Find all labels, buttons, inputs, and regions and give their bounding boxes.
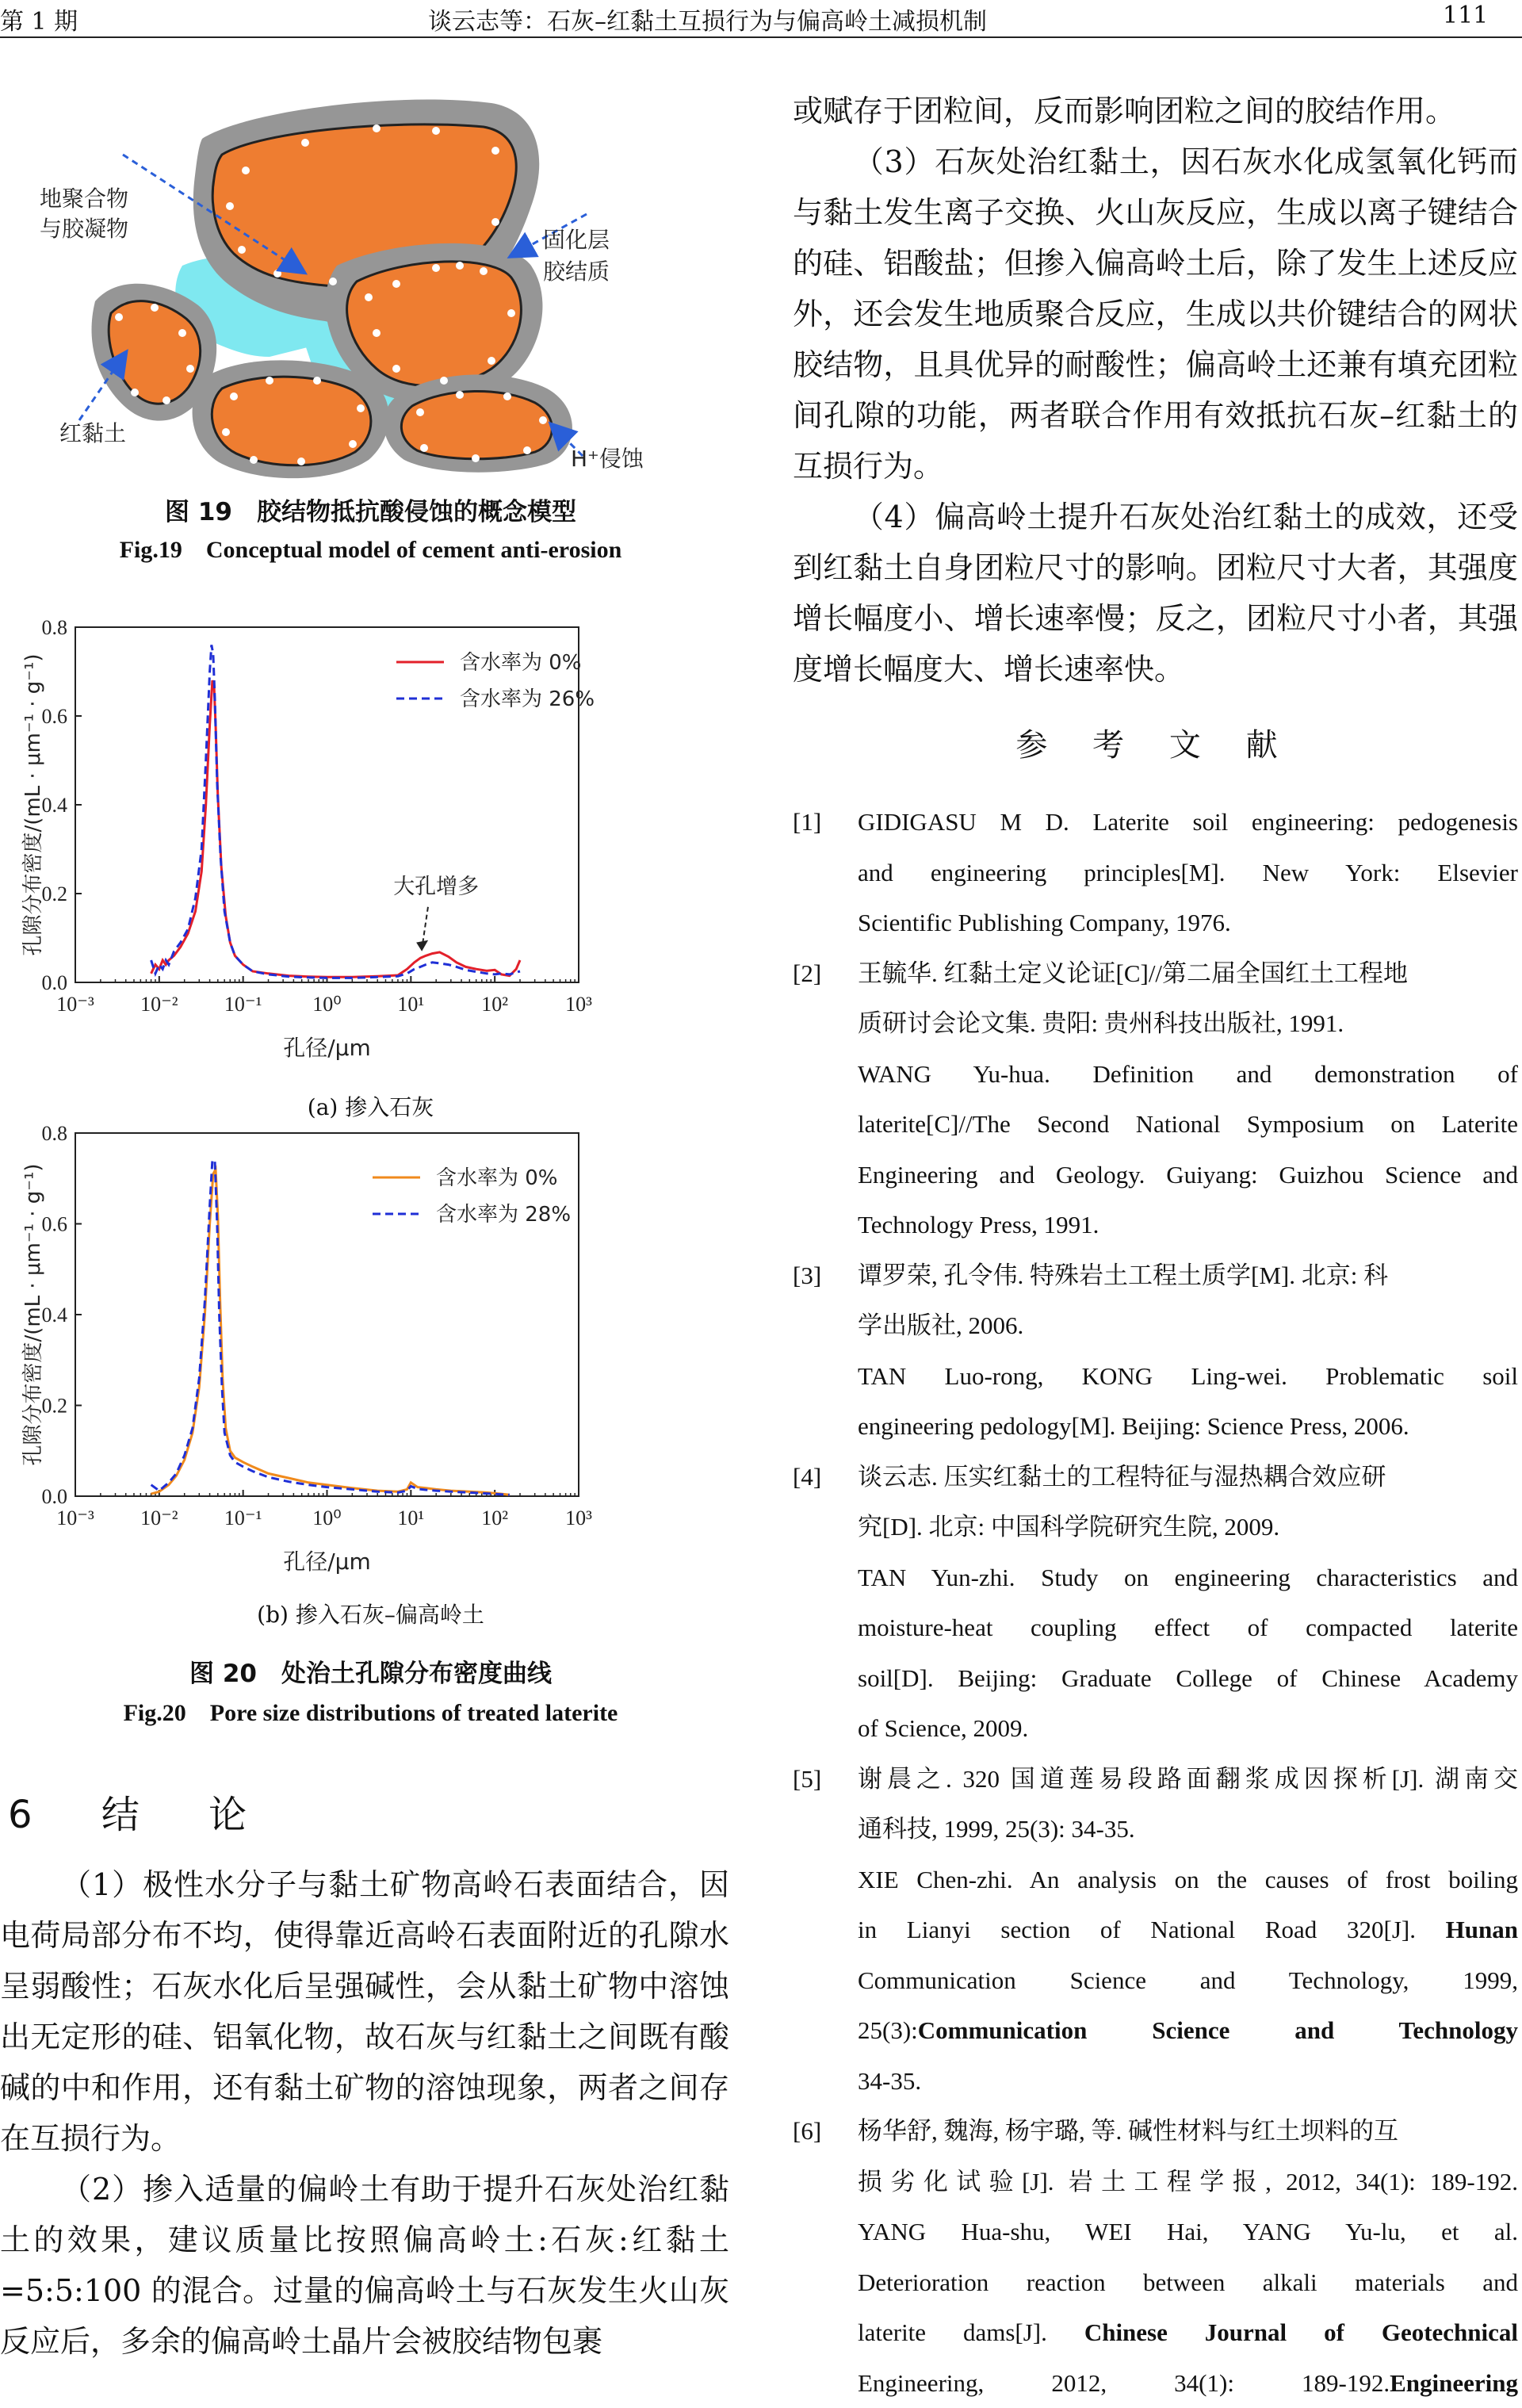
reference-line: of Science, 2009. xyxy=(858,1703,1518,1754)
x-tick-label: 10⁻¹ xyxy=(224,993,262,1016)
x-tick-label: 10⁰ xyxy=(312,993,341,1016)
annotation-arrowhead xyxy=(416,940,428,951)
reference-item xyxy=(793,1250,1518,1452)
annotation-label: 大孔增多 xyxy=(393,875,479,899)
x-tick-label: 10¹ xyxy=(397,993,424,1016)
reference-line: Engineering, 2012, 34(1): 189-192.Engineering xyxy=(858,2358,1518,2408)
page-number: 111 xyxy=(1443,2,1488,29)
reference-line: Communication Science and Technology, 1999, 25(3):Communication Science and Technology xyxy=(858,1955,1518,2056)
x-tick-label: 10⁻¹ xyxy=(224,1506,262,1529)
y-tick-label: 0.4 xyxy=(42,794,68,817)
reference-line: and engineering principles[M]. New York: Elsevier xyxy=(858,848,1518,898)
y-tick-label: 0.2 xyxy=(42,1395,68,1418)
figure-20b-chart xyxy=(24,1114,721,1621)
reference-line: laterite dams[J]. Chinese Journal of Geotechnical xyxy=(858,2307,1518,2358)
section-title: 结 论 xyxy=(101,1793,275,1837)
reference-number: [6] xyxy=(793,2106,821,2157)
reference-line: 损劣化试验[J]. 岩土工程学报, 2012, 34(1): 189-192. xyxy=(858,2157,1518,2207)
y-axis-label: 孔隙分布密度/(mL · μm⁻¹ · g⁻¹) xyxy=(21,653,45,955)
reference-line: 谢晨之. 320 国道莲易段路面翻浆成因探析[J]. 湖南交 xyxy=(858,1754,1518,1805)
reference-number: [1] xyxy=(793,797,821,848)
x-tick-label: 10³ xyxy=(565,1506,592,1529)
reference-line: 谭罗荣, 孔令伟. 特殊岩土工程土质学[M]. 北京: 科 xyxy=(858,1250,1518,1301)
reference-line: 质研讨会论文集. 贵阳: 贵州科技出版社, 1991. xyxy=(858,998,1518,1049)
label-cured-layer-2: 胶结质 xyxy=(543,258,610,285)
conclusion-right-column xyxy=(793,86,1518,695)
label-geopolymer-1: 地聚合物 xyxy=(40,186,128,212)
plot-frame xyxy=(75,627,579,982)
reference-line: TAN Yun-zhi. Study on engineering characteristics and xyxy=(858,1552,1518,1603)
label-cured-layer-1: 固化层 xyxy=(543,227,610,253)
reference-line: 学出版社, 2006. xyxy=(858,1300,1518,1351)
x-tick-label: 10⁻³ xyxy=(56,1506,94,1529)
reference-item xyxy=(793,2106,1518,2408)
reference-line: engineering pedology[M]. Beijing: Science Press, 2006. xyxy=(858,1401,1518,1452)
running-title: 谈云志等：石灰–红黏土互损行为与偏高岭土减损机制 xyxy=(428,2,987,36)
conclusion-paragraph-1: （1）极性水分子与黏土矿物高岭石表面结合，因电荷局部分布不均，使得靠近高岭石表面附近的孔隙水呈弱酸性；石灰水化后呈强碱性，会从黏土矿物中溶蚀出无定形的硅、铝氧化物，故石灰与红黏土之间既有酸碱的中和作用，还有黏土矿物的溶蚀现象，两者之间存在互损行为。 xyxy=(0,1859,729,2164)
x-tick-label: 10² xyxy=(481,1506,508,1529)
reference-item xyxy=(793,1754,1518,2107)
reference-number: [4] xyxy=(793,1452,821,1503)
x-tick-label: 10⁻² xyxy=(140,993,178,1016)
reference-line: moisture-heat coupling effect of compacted laterite xyxy=(858,1602,1518,1653)
x-axis-label: 孔径/μm xyxy=(283,1549,371,1575)
figure-19-caption-cn: 图 19 胶结物抵抗酸侵蚀的概念模型 xyxy=(0,492,741,527)
figure-19-diagram xyxy=(63,95,713,484)
reference-number: [3] xyxy=(793,1250,821,1301)
section-heading xyxy=(8,1784,275,1839)
conclusion-paragraph-2-cont: 或赋存于团粒间，反而影响团粒之间的胶结作用。 xyxy=(793,86,1518,136)
reference-line: soil[D]. Beijing: Graduate College of Chinese Academy xyxy=(858,1653,1518,1704)
y-tick-label: 0.4 xyxy=(42,1304,68,1327)
reference-line: 通科技, 1999, 25(3): 34-35. xyxy=(858,1804,1518,1855)
figure-20b-subcaption: (b) 掺入石灰–偏高岭土 xyxy=(0,1598,741,1629)
x-tick-label: 10² xyxy=(481,993,508,1016)
figure-20-caption-en: Fig.20 Pore size distributions of treated laterite xyxy=(0,1693,741,1728)
y-axis-label: 孔隙分布密度/(mL · μm⁻¹ · g⁻¹) xyxy=(21,1163,45,1465)
reference-line: Scientific Publishing Company, 1976. xyxy=(858,898,1518,948)
figure-19-caption-en: Fig.19 Conceptual model of cement anti-erosion xyxy=(0,530,741,565)
reference-line: YANG Hua-shu, WEI Hai, YANG Yu-lu, et al. xyxy=(858,2207,1518,2257)
reference-line: WANG Yu-hua. Definition and demonstration of xyxy=(858,1049,1518,1100)
y-tick-label: 0.6 xyxy=(42,1213,68,1236)
y-tick-label: 0.0 xyxy=(42,971,68,994)
reference-list xyxy=(793,797,1518,2408)
reference-line: GIDIGASU M D. Laterite soil engineering: pedogenesis xyxy=(858,797,1518,848)
reference-number: [2] xyxy=(793,948,821,999)
x-tick-label: 10³ xyxy=(565,993,592,1016)
conclusion-left-column xyxy=(0,1859,729,2367)
label-geopolymer-2: 与胶凝物 xyxy=(40,216,128,242)
reference-line: laterite[C]//The Second National Symposium on Laterite xyxy=(858,1099,1518,1150)
y-tick-label: 0.2 xyxy=(42,882,68,905)
x-axis-label: 孔径/μm xyxy=(283,1035,371,1061)
reference-line: 34-35. xyxy=(858,2056,1518,2107)
figure-20a-subcaption: (a) 掺入石灰 xyxy=(0,1090,741,1122)
reference-line: XIE Chen-zhi. An analysis on the causes of frost boiling xyxy=(858,1855,1518,1905)
reference-line: 究[D]. 北京: 中国科学院研究生院, 2009. xyxy=(858,1502,1518,1552)
references-heading: 参 考 文 献 xyxy=(793,720,1518,765)
conclusion-paragraph-2: （2）掺入适量的偏岭土有助于提升石灰处治红黏土的效果，建议质量比按照偏高岭土:石灰:红黏土=5:5:100 的混合。过量的偏高岭土与石灰发生火山灰反应后，多余的偏高岭土晶片会被胶结物包裹 xyxy=(0,2164,729,2367)
reference-item xyxy=(793,1452,1518,1754)
legend-label-1: 含水率为 0% xyxy=(460,651,582,675)
x-tick-label: 10¹ xyxy=(397,1506,424,1529)
label-laterite: 红黏土 xyxy=(59,420,126,446)
x-tick-label: 10⁰ xyxy=(312,1506,341,1529)
reference-line: Engineering and Geology. Guiyang: Guizhou Science and xyxy=(858,1150,1518,1200)
legend-label-2: 含水率为 28% xyxy=(436,1203,571,1227)
reference-line: Technology Press, 1991. xyxy=(858,1200,1518,1250)
y-tick-label: 0.8 xyxy=(42,1122,68,1145)
x-tick-label: 10⁻² xyxy=(140,1506,178,1529)
section-number: 6 xyxy=(8,1793,61,1837)
reference-line: 王毓华. 红黏土定义论证[C]//第二届全国红土工程地 xyxy=(858,948,1518,999)
reference-number: [5] xyxy=(793,1754,821,1805)
aggregate-core xyxy=(212,377,371,465)
conclusion-paragraph-4: （4）偏高岭土提升石灰处治红黏土的成效，还受到红黏土自身团粒尺寸的影响。团粒尺寸大者，其强度增长幅度小、增长速率慢；反之，团粒尺寸小者，其强度增长幅度大、增长速率快。 xyxy=(793,492,1518,695)
series-line-1 xyxy=(151,680,520,977)
reference-line: 谈云志. 压实红黏土的工程特征与湿热耦合效应研 xyxy=(858,1452,1518,1503)
y-tick-label: 0.6 xyxy=(42,705,68,728)
reference-line: in Lianyi section of National Road 320[J]. Hunan xyxy=(858,1905,1518,1955)
legend-label-2: 含水率为 26% xyxy=(460,687,595,711)
y-tick-label: 0.0 xyxy=(42,1485,68,1508)
y-tick-label: 0.8 xyxy=(42,616,68,639)
figure-20-caption-cn: 图 20 处治土孔隙分布密度曲线 xyxy=(0,1653,741,1689)
conclusion-paragraph-3: （3）石灰处治红黏土，因石灰水化成氢氧化钙而与黏土发生离子交换、火山灰反应，生成以离子键结合的硅、铝酸盐；但掺入偏高岭土后，除了发生上述反应外，还会发生地质聚合反应，生成以共价键结合的网状胶结物，且具优异的耐酸性；偏高岭土还兼有填充团粒间孔隙的功能，两者联合作用有效抵抗石灰–红黏土的互损行为。 xyxy=(793,136,1518,492)
x-tick-label: 10⁻³ xyxy=(56,993,94,1016)
legend-label-1: 含水率为 0% xyxy=(436,1166,558,1190)
figure-20a-chart xyxy=(24,599,721,1122)
label-erosion: H⁺侵蚀 xyxy=(571,446,644,472)
issue-number: 第 1 期 xyxy=(0,2,78,36)
reference-item xyxy=(793,948,1518,1250)
reference-line: 杨华舒, 魏海, 杨宇璐, 等. 碱性材料与红土坝料的互 xyxy=(858,2106,1518,2157)
running-header xyxy=(0,0,1522,38)
reference-line: Deterioration reaction between alkali materials and xyxy=(858,2257,1518,2308)
reference-item xyxy=(793,797,1518,948)
reference-line: TAN Luo-rong, KONG Ling-wei. Problematic soil xyxy=(858,1351,1518,1402)
